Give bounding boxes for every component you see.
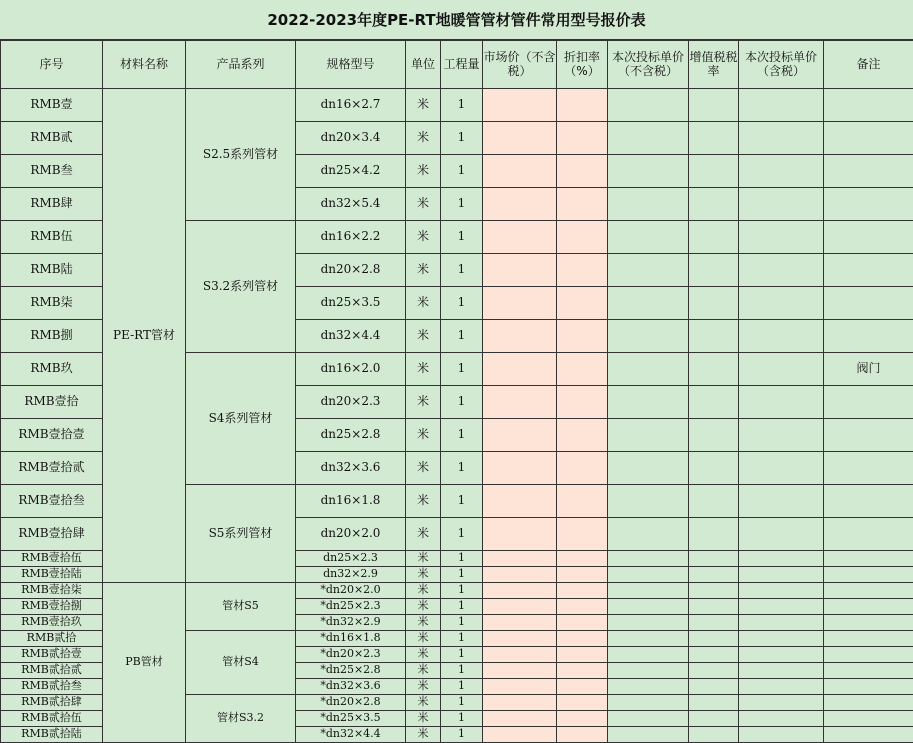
- cell-qty: 1: [441, 695, 483, 711]
- cell-discount[interactable]: [557, 583, 608, 599]
- cell-vat-rate[interactable]: [689, 647, 739, 663]
- cell-discount[interactable]: [557, 122, 608, 155]
- cell-vat-rate[interactable]: [689, 727, 739, 743]
- cell-remark[interactable]: [824, 155, 913, 188]
- cell-remark[interactable]: 阀门: [824, 353, 913, 386]
- cell-unit: 米: [406, 695, 441, 711]
- cell-bid-incl-tax[interactable]: [739, 419, 824, 452]
- cell-bid-incl-tax[interactable]: [739, 615, 824, 631]
- cell-discount[interactable]: [557, 419, 608, 452]
- cell-market-price[interactable]: [483, 583, 557, 599]
- table-row: [1, 89, 913, 122]
- cell-remark[interactable]: [824, 122, 913, 155]
- cell-discount[interactable]: [557, 551, 608, 567]
- cell-discount[interactable]: [557, 320, 608, 353]
- cell-unit: 米: [406, 647, 441, 663]
- cell-bid-excl-tax[interactable]: [608, 583, 689, 599]
- cell-remark[interactable]: [824, 419, 913, 452]
- cell-bid-excl-tax[interactable]: [608, 679, 689, 695]
- cell-spec: dn20×3.4: [296, 122, 406, 155]
- cell-qty: 1: [441, 567, 483, 583]
- cell-seq: RMB壹拾陆: [1, 567, 103, 583]
- series-pb-s3-2: 管材S3.2: [186, 695, 296, 743]
- cell-market-price[interactable]: [483, 155, 557, 188]
- cell-bid-excl-tax[interactable]: [608, 287, 689, 320]
- cell-vat-rate[interactable]: [689, 89, 739, 122]
- table-row: [1, 583, 913, 599]
- cell-qty: 1: [441, 122, 483, 155]
- cell-seq: RMB壹拾肆: [1, 518, 103, 551]
- cell-unit: 米: [406, 631, 441, 647]
- cell-bid-excl-tax[interactable]: [608, 320, 689, 353]
- cell-market-price[interactable]: [483, 631, 557, 647]
- cell-qty: 1: [441, 419, 483, 452]
- cell-discount[interactable]: [557, 221, 608, 254]
- cell-seq: RMB柒: [1, 287, 103, 320]
- cell-market-price[interactable]: [483, 695, 557, 711]
- cell-bid-incl-tax[interactable]: [739, 631, 824, 647]
- cell-seq: RMB贰拾贰: [1, 663, 103, 679]
- cell-vat-rate[interactable]: [689, 122, 739, 155]
- cell-bid-excl-tax[interactable]: [608, 711, 689, 727]
- cell-vat-rate[interactable]: [689, 567, 739, 583]
- cell-qty: 1: [441, 663, 483, 679]
- cell-seq: RMB壹拾伍: [1, 551, 103, 567]
- header-discount: 折扣率（%）: [557, 41, 608, 89]
- cell-bid-excl-tax[interactable]: [608, 89, 689, 122]
- cell-bid-excl-tax[interactable]: [608, 631, 689, 647]
- cell-spec: *dn32×2.9: [296, 615, 406, 631]
- cell-qty: 1: [441, 452, 483, 485]
- cell-unit: 米: [406, 188, 441, 221]
- cell-spec: *dn32×3.6: [296, 679, 406, 695]
- cell-seq: RMB壹拾贰: [1, 452, 103, 485]
- cell-market-price[interactable]: [483, 599, 557, 615]
- cell-qty: 1: [441, 353, 483, 386]
- cell-bid-incl-tax[interactable]: [739, 89, 824, 122]
- cell-spec: *dn16×1.8: [296, 631, 406, 647]
- cell-market-price[interactable]: [483, 188, 557, 221]
- cell-spec: *dn25×3.5: [296, 711, 406, 727]
- cell-remark[interactable]: [824, 287, 913, 320]
- cell-seq: RMB贰拾壹: [1, 647, 103, 663]
- header-series: 产品系列: [186, 41, 296, 89]
- cell-market-price[interactable]: [483, 353, 557, 386]
- cell-seq: RMB壹拾玖: [1, 615, 103, 631]
- cell-seq: RMB陆: [1, 254, 103, 287]
- cell-qty: 1: [441, 518, 483, 551]
- cell-bid-incl-tax[interactable]: [739, 320, 824, 353]
- cell-bid-excl-tax[interactable]: [608, 188, 689, 221]
- cell-seq: RMB贰: [1, 122, 103, 155]
- cell-remark[interactable]: [824, 647, 913, 663]
- cell-spec: *dn25×2.8: [296, 663, 406, 679]
- cell-discount[interactable]: [557, 599, 608, 615]
- cell-remark[interactable]: [824, 551, 913, 567]
- cell-unit: 米: [406, 663, 441, 679]
- cell-bid-excl-tax[interactable]: [608, 518, 689, 551]
- cell-vat-rate[interactable]: [689, 254, 739, 287]
- cell-unit: 米: [406, 615, 441, 631]
- cell-spec: *dn20×2.0: [296, 583, 406, 599]
- cell-discount[interactable]: [557, 518, 608, 551]
- header-material: 材料名称: [103, 41, 186, 89]
- cell-spec: dn32×2.9: [296, 567, 406, 583]
- cell-spec: dn32×3.6: [296, 452, 406, 485]
- cell-discount[interactable]: [557, 452, 608, 485]
- header-market-price: 市场价（不含税）: [483, 41, 557, 89]
- cell-qty: 1: [441, 711, 483, 727]
- cell-bid-incl-tax[interactable]: [739, 155, 824, 188]
- cell-qty: 1: [441, 583, 483, 599]
- cell-remark[interactable]: [824, 679, 913, 695]
- cell-bid-incl-tax[interactable]: [739, 287, 824, 320]
- cell-bid-incl-tax[interactable]: [739, 695, 824, 711]
- cell-seq: RMB壹拾柒: [1, 583, 103, 599]
- cell-unit: 米: [406, 518, 441, 551]
- cell-seq: RMB贰拾伍: [1, 711, 103, 727]
- cell-vat-rate[interactable]: [689, 631, 739, 647]
- cell-seq: RMB壹拾叁: [1, 485, 103, 518]
- cell-unit: 米: [406, 155, 441, 188]
- cell-qty: 1: [441, 254, 483, 287]
- cell-discount[interactable]: [557, 485, 608, 518]
- cell-market-price[interactable]: [483, 320, 557, 353]
- cell-bid-excl-tax[interactable]: [608, 122, 689, 155]
- cell-discount[interactable]: [557, 631, 608, 647]
- cell-market-price[interactable]: [483, 551, 557, 567]
- cell-bid-excl-tax[interactable]: [608, 647, 689, 663]
- cell-spec: dn16×2.2: [296, 221, 406, 254]
- cell-unit: 米: [406, 679, 441, 695]
- cell-spec: dn20×2.0: [296, 518, 406, 551]
- cell-seq: RMB壹拾壹: [1, 419, 103, 452]
- cell-discount[interactable]: [557, 386, 608, 419]
- cell-unit: 米: [406, 567, 441, 583]
- cell-unit: 米: [406, 419, 441, 452]
- cell-discount[interactable]: [557, 155, 608, 188]
- cell-qty: 1: [441, 155, 483, 188]
- material-pb: PB管材: [103, 583, 186, 743]
- cell-remark[interactable]: [824, 452, 913, 485]
- cell-bid-excl-tax[interactable]: [608, 695, 689, 711]
- cell-discount[interactable]: [557, 353, 608, 386]
- cell-discount[interactable]: [557, 254, 608, 287]
- cell-market-price[interactable]: [483, 518, 557, 551]
- cell-seq: RMB伍: [1, 221, 103, 254]
- cell-vat-rate[interactable]: [689, 711, 739, 727]
- cell-seq: RMB贰拾叁: [1, 679, 103, 695]
- cell-market-price[interactable]: [483, 711, 557, 727]
- cell-vat-rate[interactable]: [689, 188, 739, 221]
- cell-remark[interactable]: [824, 599, 913, 615]
- cell-vat-rate[interactable]: [689, 695, 739, 711]
- header-row: [1, 41, 913, 89]
- cell-qty: 1: [441, 615, 483, 631]
- cell-bid-excl-tax[interactable]: [608, 599, 689, 615]
- cell-bid-incl-tax[interactable]: [739, 663, 824, 679]
- cell-bid-excl-tax[interactable]: [608, 452, 689, 485]
- cell-vat-rate[interactable]: [689, 599, 739, 615]
- cell-bid-incl-tax[interactable]: [739, 551, 824, 567]
- cell-spec: dn25×2.8: [296, 419, 406, 452]
- header-bid-excl-tax: 本次投标单价（不含税）: [608, 41, 689, 89]
- cell-bid-incl-tax[interactable]: [739, 221, 824, 254]
- cell-market-price[interactable]: [483, 663, 557, 679]
- cell-unit: 米: [406, 727, 441, 743]
- series-s2-5: S2.5系列管材: [186, 89, 296, 221]
- cell-market-price[interactable]: [483, 287, 557, 320]
- cell-qty: 1: [441, 485, 483, 518]
- cell-market-price[interactable]: [483, 647, 557, 663]
- cell-qty: 1: [441, 679, 483, 695]
- header-remark: 备注: [824, 41, 913, 89]
- cell-vat-rate[interactable]: [689, 155, 739, 188]
- cell-bid-incl-tax[interactable]: [739, 727, 824, 743]
- cell-seq: RMB玖: [1, 353, 103, 386]
- cell-bid-incl-tax[interactable]: [739, 583, 824, 599]
- header-seq: 序号: [1, 41, 103, 89]
- cell-unit: 米: [406, 89, 441, 122]
- cell-market-price[interactable]: [483, 221, 557, 254]
- cell-vat-rate[interactable]: [689, 485, 739, 518]
- cell-unit: 米: [406, 485, 441, 518]
- header-spec: 规格型号: [296, 41, 406, 89]
- cell-remark[interactable]: [824, 711, 913, 727]
- cell-unit: 米: [406, 353, 441, 386]
- cell-unit: 米: [406, 452, 441, 485]
- cell-discount[interactable]: [557, 287, 608, 320]
- cell-seq: RMB捌: [1, 320, 103, 353]
- cell-vat-rate[interactable]: [689, 615, 739, 631]
- cell-bid-excl-tax[interactable]: [608, 485, 689, 518]
- cell-qty: 1: [441, 631, 483, 647]
- cell-market-price[interactable]: [483, 254, 557, 287]
- cell-remark[interactable]: [824, 663, 913, 679]
- cell-bid-incl-tax[interactable]: [739, 485, 824, 518]
- cell-unit: 米: [406, 583, 441, 599]
- cell-vat-rate[interactable]: [689, 518, 739, 551]
- cell-bid-excl-tax[interactable]: [608, 615, 689, 631]
- cell-bid-incl-tax[interactable]: [739, 452, 824, 485]
- cell-seq: RMB贰拾肆: [1, 695, 103, 711]
- cell-remark[interactable]: [824, 386, 913, 419]
- cell-market-price[interactable]: [483, 89, 557, 122]
- cell-discount[interactable]: [557, 695, 608, 711]
- cell-discount[interactable]: [557, 647, 608, 663]
- cell-market-price[interactable]: [483, 122, 557, 155]
- cell-seq: RMB壹拾: [1, 386, 103, 419]
- cell-bid-incl-tax[interactable]: [739, 679, 824, 695]
- cell-bid-excl-tax[interactable]: [608, 663, 689, 679]
- cell-qty: 1: [441, 551, 483, 567]
- cell-vat-rate[interactable]: [689, 551, 739, 567]
- cell-spec: dn25×4.2: [296, 155, 406, 188]
- sheet-title: 2022-2023年度PE-RT地暖管管材管件常用型号报价表: [0, 0, 913, 40]
- quote-table: [0, 40, 913, 743]
- cell-seq: RMB壹: [1, 89, 103, 122]
- cell-discount[interactable]: [557, 188, 608, 221]
- cell-spec: *dn32×4.4: [296, 727, 406, 743]
- cell-bid-excl-tax[interactable]: [608, 567, 689, 583]
- cell-discount[interactable]: [557, 615, 608, 631]
- cell-bid-incl-tax[interactable]: [739, 567, 824, 583]
- cell-market-price[interactable]: [483, 679, 557, 695]
- cell-bid-excl-tax[interactable]: [608, 155, 689, 188]
- cell-discount[interactable]: [557, 711, 608, 727]
- cell-remark[interactable]: [824, 567, 913, 583]
- cell-qty: 1: [441, 727, 483, 743]
- cell-spec: dn25×2.3: [296, 551, 406, 567]
- cell-spec: dn32×4.4: [296, 320, 406, 353]
- cell-vat-rate[interactable]: [689, 287, 739, 320]
- series-s3-2: S3.2系列管材: [186, 221, 296, 353]
- cell-market-price[interactable]: [483, 615, 557, 631]
- cell-qty: 1: [441, 599, 483, 615]
- cell-spec: dn20×2.8: [296, 254, 406, 287]
- cell-unit: 米: [406, 320, 441, 353]
- cell-vat-rate[interactable]: [689, 679, 739, 695]
- cell-remark[interactable]: [824, 221, 913, 254]
- cell-seq: RMB叁: [1, 155, 103, 188]
- cell-bid-incl-tax[interactable]: [739, 122, 824, 155]
- cell-market-price[interactable]: [483, 727, 557, 743]
- cell-bid-incl-tax[interactable]: [739, 518, 824, 551]
- cell-remark[interactable]: [824, 727, 913, 743]
- cell-vat-rate[interactable]: [689, 419, 739, 452]
- cell-remark[interactable]: [824, 615, 913, 631]
- cell-unit: 米: [406, 711, 441, 727]
- cell-bid-excl-tax[interactable]: [608, 353, 689, 386]
- cell-bid-incl-tax[interactable]: [739, 386, 824, 419]
- cell-remark[interactable]: [824, 485, 913, 518]
- cell-remark[interactable]: [824, 320, 913, 353]
- cell-unit: 米: [406, 386, 441, 419]
- cell-market-price[interactable]: [483, 485, 557, 518]
- cell-bid-excl-tax[interactable]: [608, 221, 689, 254]
- cell-unit: 米: [406, 551, 441, 567]
- cell-seq: RMB贰拾陆: [1, 727, 103, 743]
- cell-spec: dn32×5.4: [296, 188, 406, 221]
- cell-remark[interactable]: [824, 188, 913, 221]
- cell-bid-excl-tax[interactable]: [608, 419, 689, 452]
- cell-discount[interactable]: [557, 727, 608, 743]
- cell-remark[interactable]: [824, 631, 913, 647]
- cell-seq: RMB壹拾捌: [1, 599, 103, 615]
- cell-remark[interactable]: [824, 695, 913, 711]
- cell-discount[interactable]: [557, 567, 608, 583]
- cell-discount[interactable]: [557, 89, 608, 122]
- series-pb-s4: 管材S4: [186, 631, 296, 695]
- series-s5: S5系列管材: [186, 485, 296, 583]
- cell-market-price[interactable]: [483, 419, 557, 452]
- cell-vat-rate[interactable]: [689, 353, 739, 386]
- cell-spec: dn16×2.7: [296, 89, 406, 122]
- cell-discount[interactable]: [557, 679, 608, 695]
- cell-bid-incl-tax[interactable]: [739, 254, 824, 287]
- cell-spec: *dn20×2.3: [296, 647, 406, 663]
- cell-qty: 1: [441, 89, 483, 122]
- cell-spec: dn25×3.5: [296, 287, 406, 320]
- cell-vat-rate[interactable]: [689, 320, 739, 353]
- cell-remark[interactable]: [824, 518, 913, 551]
- header-vat-rate: 增值税税率: [689, 41, 739, 89]
- table-body: [1, 89, 913, 743]
- cell-seq: RMB肆: [1, 188, 103, 221]
- cell-spec: *dn20×2.8: [296, 695, 406, 711]
- material-pe-rt: PE-RT管材: [103, 89, 186, 583]
- cell-bid-incl-tax[interactable]: [739, 647, 824, 663]
- cell-unit: 米: [406, 599, 441, 615]
- cell-remark[interactable]: [824, 89, 913, 122]
- cell-vat-rate[interactable]: [689, 583, 739, 599]
- cell-qty: 1: [441, 386, 483, 419]
- cell-unit: 米: [406, 122, 441, 155]
- cell-qty: 1: [441, 647, 483, 663]
- cell-spec: *dn25×2.3: [296, 599, 406, 615]
- series-pb-s5: 管材S5: [186, 583, 296, 631]
- cell-qty: 1: [441, 188, 483, 221]
- cell-remark[interactable]: [824, 583, 913, 599]
- cell-bid-incl-tax[interactable]: [739, 188, 824, 221]
- cell-vat-rate[interactable]: [689, 452, 739, 485]
- cell-market-price[interactable]: [483, 386, 557, 419]
- series-s4: S4系列管材: [186, 353, 296, 485]
- cell-spec: dn16×1.8: [296, 485, 406, 518]
- cell-vat-rate[interactable]: [689, 221, 739, 254]
- cell-qty: 1: [441, 287, 483, 320]
- cell-spec: dn16×2.0: [296, 353, 406, 386]
- header-unit: 单位: [406, 41, 441, 89]
- cell-spec: dn20×2.3: [296, 386, 406, 419]
- cell-market-price[interactable]: [483, 452, 557, 485]
- cell-bid-incl-tax[interactable]: [739, 711, 824, 727]
- header-bid-incl-tax: 本次投标单价（含税）: [739, 41, 824, 89]
- cell-unit: 米: [406, 221, 441, 254]
- header-qty: 工程量: [441, 41, 483, 89]
- cell-bid-incl-tax[interactable]: [739, 599, 824, 615]
- cell-bid-excl-tax[interactable]: [608, 551, 689, 567]
- cell-remark[interactable]: [824, 254, 913, 287]
- cell-discount[interactable]: [557, 663, 608, 679]
- cell-bid-excl-tax[interactable]: [608, 386, 689, 419]
- cell-qty: 1: [441, 320, 483, 353]
- cell-vat-rate[interactable]: [689, 663, 739, 679]
- cell-vat-rate[interactable]: [689, 386, 739, 419]
- cell-market-price[interactable]: [483, 567, 557, 583]
- cell-bid-excl-tax[interactable]: [608, 727, 689, 743]
- cell-bid-excl-tax[interactable]: [608, 254, 689, 287]
- cell-unit: 米: [406, 287, 441, 320]
- cell-unit: 米: [406, 254, 441, 287]
- cell-qty: 1: [441, 221, 483, 254]
- cell-seq: RMB贰拾: [1, 631, 103, 647]
- cell-bid-incl-tax[interactable]: [739, 353, 824, 386]
